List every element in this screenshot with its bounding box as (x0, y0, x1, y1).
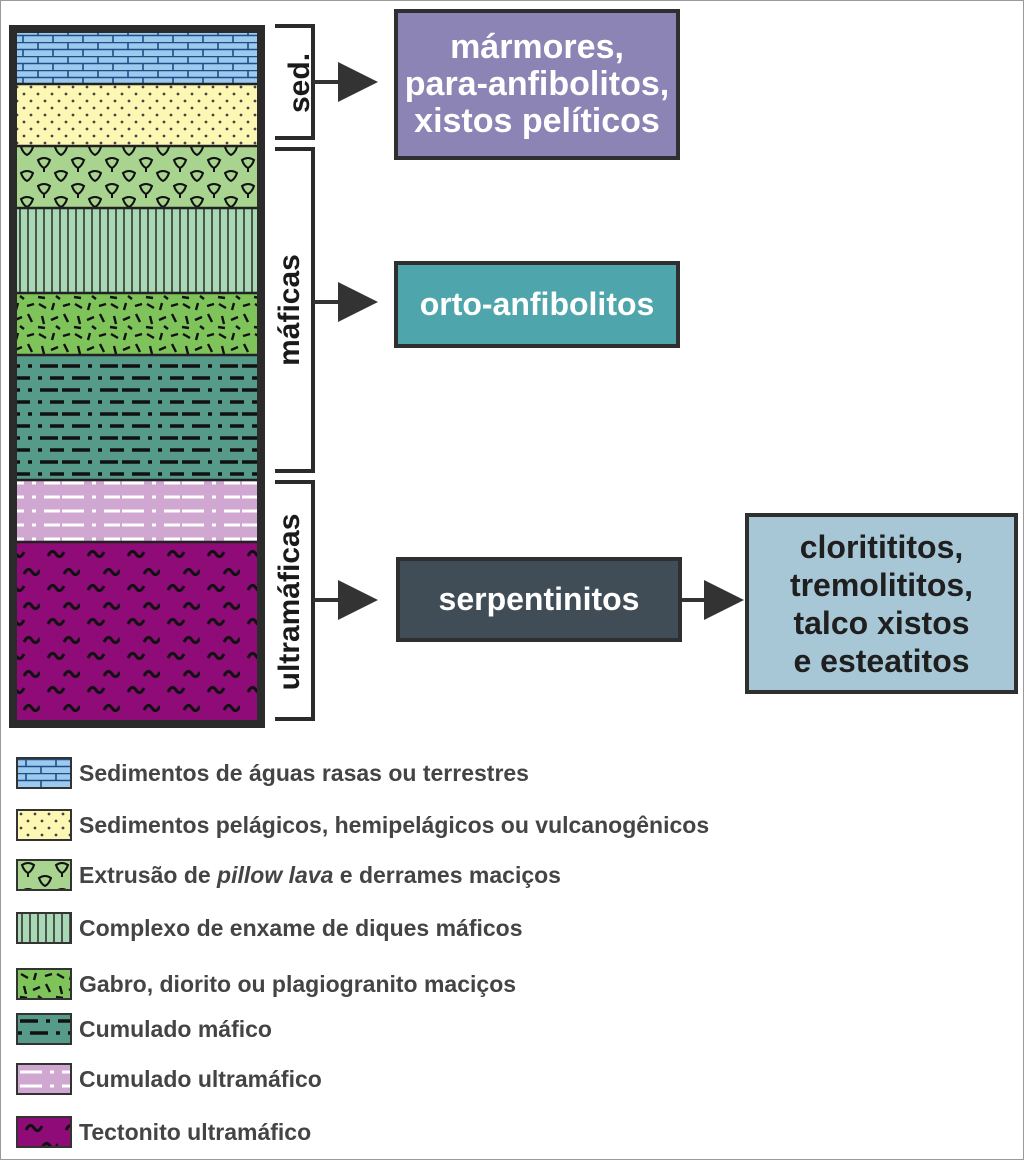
product-final-line: e esteatitos (793, 642, 970, 679)
legend-text-part: e derrames maciços (333, 861, 561, 888)
legend-swatch-dashdot-white (16, 1063, 72, 1095)
layer-mafic-cumulate (17, 355, 257, 480)
product-maficas-text: orto-anfibolitos (419, 286, 655, 322)
layer-pelagic-sediments (17, 84, 257, 146)
group-label-ultramaficas: ultramáficas (273, 513, 306, 691)
layer-shallow-sediments (17, 33, 257, 84)
legend-item (16, 858, 561, 892)
group-label-maficas: máficas (273, 254, 306, 366)
legend-item (16, 808, 709, 842)
product-serpentinitos-text: serpentinitos (438, 581, 640, 617)
legend-label: Complexo de enxame de diques máficos (79, 914, 523, 941)
product-sed-line: mármores, (450, 28, 624, 66)
legend-label-pillow (79, 862, 561, 889)
legend-item (16, 967, 516, 1001)
legend-item (16, 756, 529, 790)
legend-swatch-brick (16, 757, 72, 789)
layer-dike-complex (17, 208, 257, 293)
legend-label: Tectonito ultramáfico (79, 1118, 312, 1145)
legend-label: Gabro, diorito ou plagiogranito maciços (79, 970, 517, 997)
product-box-maficas (394, 261, 680, 348)
layer-ultramafic-tectonite (17, 542, 257, 720)
legend-swatch-vlines (16, 912, 72, 944)
layer-ultramafic-cumulate (17, 480, 257, 542)
product-final-line: tremolititos, (789, 566, 974, 603)
legend-swatch-dashes (16, 968, 72, 1000)
legend-label: Sedimentos de águas rasas ou terrestres (79, 759, 529, 786)
layer-pillow-lava (17, 146, 257, 208)
product-box-serpentinitos (396, 557, 682, 642)
legend-swatch-dots (16, 809, 72, 841)
legend-swatch-pillow (16, 859, 72, 891)
legend-swatch-waves (16, 1116, 72, 1148)
product-sed-line: para-anfibolitos, (404, 65, 670, 103)
product-final-line: talco xistos (793, 604, 970, 641)
group-label-sed: sed. (283, 52, 316, 113)
legend-item (16, 1115, 311, 1149)
product-box-sed (394, 9, 680, 160)
legend-item (16, 911, 523, 945)
legend-item (16, 1012, 272, 1046)
legend-text-part: Extrusão de (79, 861, 218, 888)
legend-label: Cumulado máfico (79, 1015, 272, 1042)
legend-swatch-dashdot (16, 1013, 72, 1045)
legend-item (16, 1062, 322, 1096)
product-sed-line: xistos pelíticos (414, 102, 660, 140)
legend-label: Sedimentos pelágicos, hemipelágicos ou vulcanogênicos (79, 811, 710, 838)
legend-text-italic: pillow lava (217, 861, 334, 888)
product-box-final (745, 513, 1018, 694)
product-final-line: cloritititos, (799, 528, 964, 565)
layer-gabbro (17, 293, 257, 355)
legend-label: Cumulado ultramáfico (79, 1065, 322, 1092)
